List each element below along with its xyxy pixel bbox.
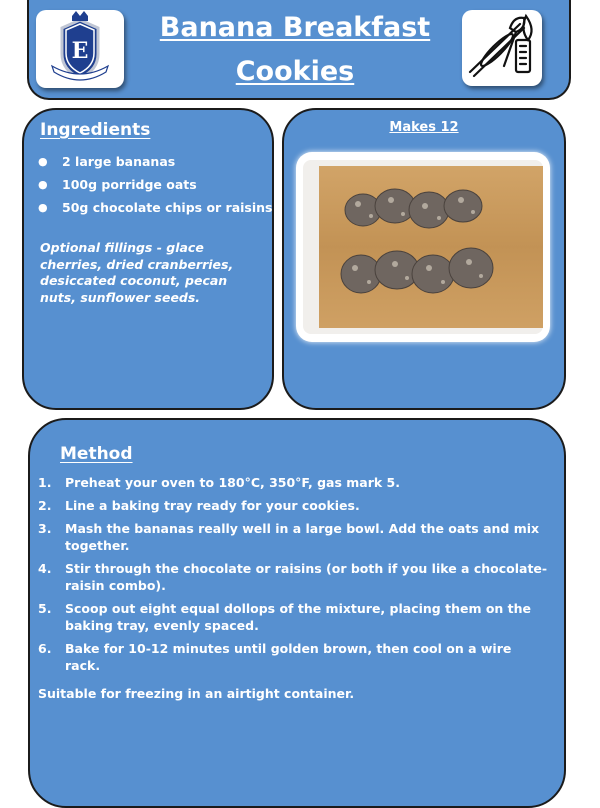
bullet-icon: ● <box>38 178 48 191</box>
list-item <box>38 150 273 173</box>
bullet-icon: ● <box>38 201 48 214</box>
step-text: Scoop out eight equal dollops of the mixture, placing them on the baking tray, evenly spaced. <box>65 601 532 633</box>
step-number: 1. <box>38 475 52 490</box>
step-number: 2. <box>38 498 52 513</box>
ingredients-heading: Ingredients <box>40 120 151 140</box>
step-number: 5. <box>38 601 52 616</box>
freezing-note: Suitable for freezing in an airtight container. <box>38 686 355 701</box>
step-text: Bake for 10-12 minutes until golden brown, then cool on a wire rack. <box>65 641 512 673</box>
ingredient-text: 50g chocolate chips or raisins <box>62 200 273 215</box>
list-item <box>38 497 550 514</box>
makes-caption: Makes 12 <box>389 120 459 135</box>
step-number: 3. <box>38 521 52 536</box>
school-crest-logo <box>36 10 124 88</box>
step-number: 4. <box>38 561 52 576</box>
step-text: Line a baking tray ready for your cookies. <box>65 498 360 513</box>
list-item <box>38 474 550 491</box>
step-text: Preheat your oven to 180°C, 350°F, gas mark 5. <box>65 475 400 490</box>
step-text: Mash the bananas really well in a large bowl. Add the oats and mix together. <box>65 521 540 553</box>
step-text: Stir through the chocolate or raisins (or both if you like a chocolate-raisin combo). <box>65 561 548 593</box>
method-heading: Method <box>60 444 133 464</box>
baking-utensils-icon <box>462 10 542 86</box>
cookies-on-chopping-board-photo <box>296 152 550 342</box>
ingredients-list <box>38 150 273 219</box>
list-item <box>38 520 550 554</box>
list-item <box>38 196 273 219</box>
step-number: 6. <box>38 641 52 656</box>
ingredient-text: 2 large bananas <box>62 154 176 169</box>
method-steps <box>38 468 550 674</box>
title-line-2: Cookies <box>235 56 355 87</box>
ingredient-text: 100g porridge oats <box>62 177 197 192</box>
title-line-1: Banana Breakfast <box>159 12 431 43</box>
list-item <box>38 560 550 594</box>
page-title <box>130 6 460 94</box>
crest-letter: E <box>71 38 89 64</box>
list-item <box>38 173 273 196</box>
bullet-icon: ● <box>38 155 48 168</box>
list-item <box>38 600 550 634</box>
list-item <box>38 640 550 674</box>
optional-fillings-text: Optional fillings - glace cherries, dried cranberries, desiccated coconut, pecan nuts, sunflower seeds. <box>40 240 234 305</box>
